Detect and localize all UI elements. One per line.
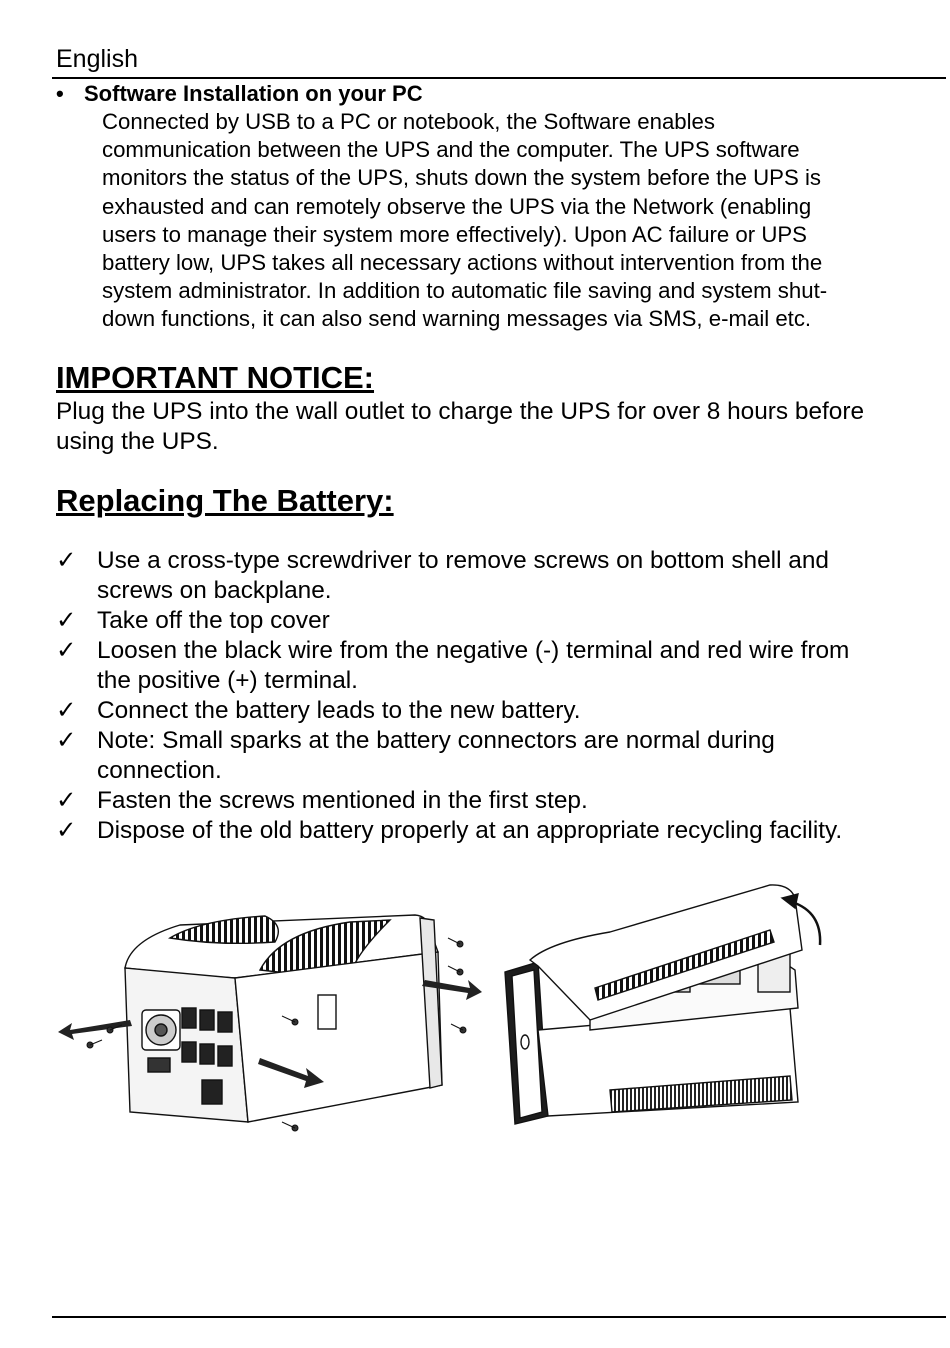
body-line: users to manage their system more effectively). Upon AC failure or UPS	[102, 221, 807, 247]
body-line: battery low, UPS takes all necessary actions without intervention from the	[102, 250, 823, 276]
footer-divider	[52, 1316, 946, 1318]
step-line: Take off the top cover	[97, 607, 330, 634]
list-item	[56, 546, 936, 606]
ups-screw-removal-illustration	[58, 915, 482, 1131]
checkmark-icon: ✓	[56, 547, 77, 574]
body-line: Connected by USB to a PC or notebook, the Software enables	[102, 109, 715, 134]
checkmark-icon: ✓	[56, 607, 77, 634]
battery-replacement-illustrations	[50, 880, 890, 1142]
step-line: Connect the battery leads to the new battery.	[97, 697, 581, 724]
important-notice-heading: IMPORTANT NOTICE:	[56, 360, 375, 395]
body-line: communication between the UPS and the computer. The UPS software	[102, 137, 800, 163]
notice-line: using the UPS.	[56, 428, 219, 455]
checkmark-icon: ✓	[56, 727, 77, 754]
header-divider	[52, 77, 946, 79]
software-installation-heading	[56, 80, 423, 108]
list-item	[56, 816, 936, 846]
step-line: Dispose of the old battery properly at an appropriate recycling facility.	[97, 817, 843, 844]
step-line: Use a cross-type screwdriver to remove screws on bottom shell and	[97, 547, 829, 574]
list-item	[56, 786, 936, 816]
bullet-icon: •	[56, 81, 64, 106]
notice-line: Plug the UPS into the wall outlet to charge the UPS for over 8 hours before	[56, 398, 865, 425]
replacing-battery-heading: Replacing The Battery:	[56, 483, 394, 518]
step-line: Fasten the screws mentioned in the first step.	[97, 787, 588, 814]
ups-top-cover-removal-illustration	[505, 885, 820, 1124]
language-label: English	[56, 45, 138, 73]
body-line: down functions, it can also send warning messages via SMS, e-mail etc.	[102, 306, 812, 332]
list-item	[56, 636, 936, 696]
body-line: system administrator. In addition to automatic file saving and system shut-	[102, 278, 828, 304]
step-line: Note: Small sparks at the battery connectors are normal during	[97, 727, 775, 754]
body-line: monitors the status of the UPS, shuts down the system before the UPS is	[102, 165, 821, 191]
list-item	[56, 696, 936, 726]
step-line: Loosen the black wire from the negative (-) terminal and red wire from	[97, 637, 850, 664]
important-notice-text	[56, 397, 936, 457]
list-item	[56, 726, 936, 786]
checkmark-icon: ✓	[56, 817, 77, 844]
software-installation-body	[102, 108, 932, 334]
battery-steps-list	[56, 546, 936, 846]
step-line: connection.	[97, 757, 222, 784]
step-line: the positive (+) terminal.	[97, 667, 358, 694]
checkmark-icon: ✓	[56, 637, 77, 664]
software-installation-title: Software Installation on your PC	[84, 81, 423, 106]
checkmark-icon: ✓	[56, 787, 77, 814]
step-line: screws on backplane.	[97, 577, 332, 604]
body-line: exhausted and can remotely observe the UPS via the Network (enabling	[102, 193, 812, 219]
list-item	[56, 606, 936, 636]
checkmark-icon: ✓	[56, 697, 77, 724]
